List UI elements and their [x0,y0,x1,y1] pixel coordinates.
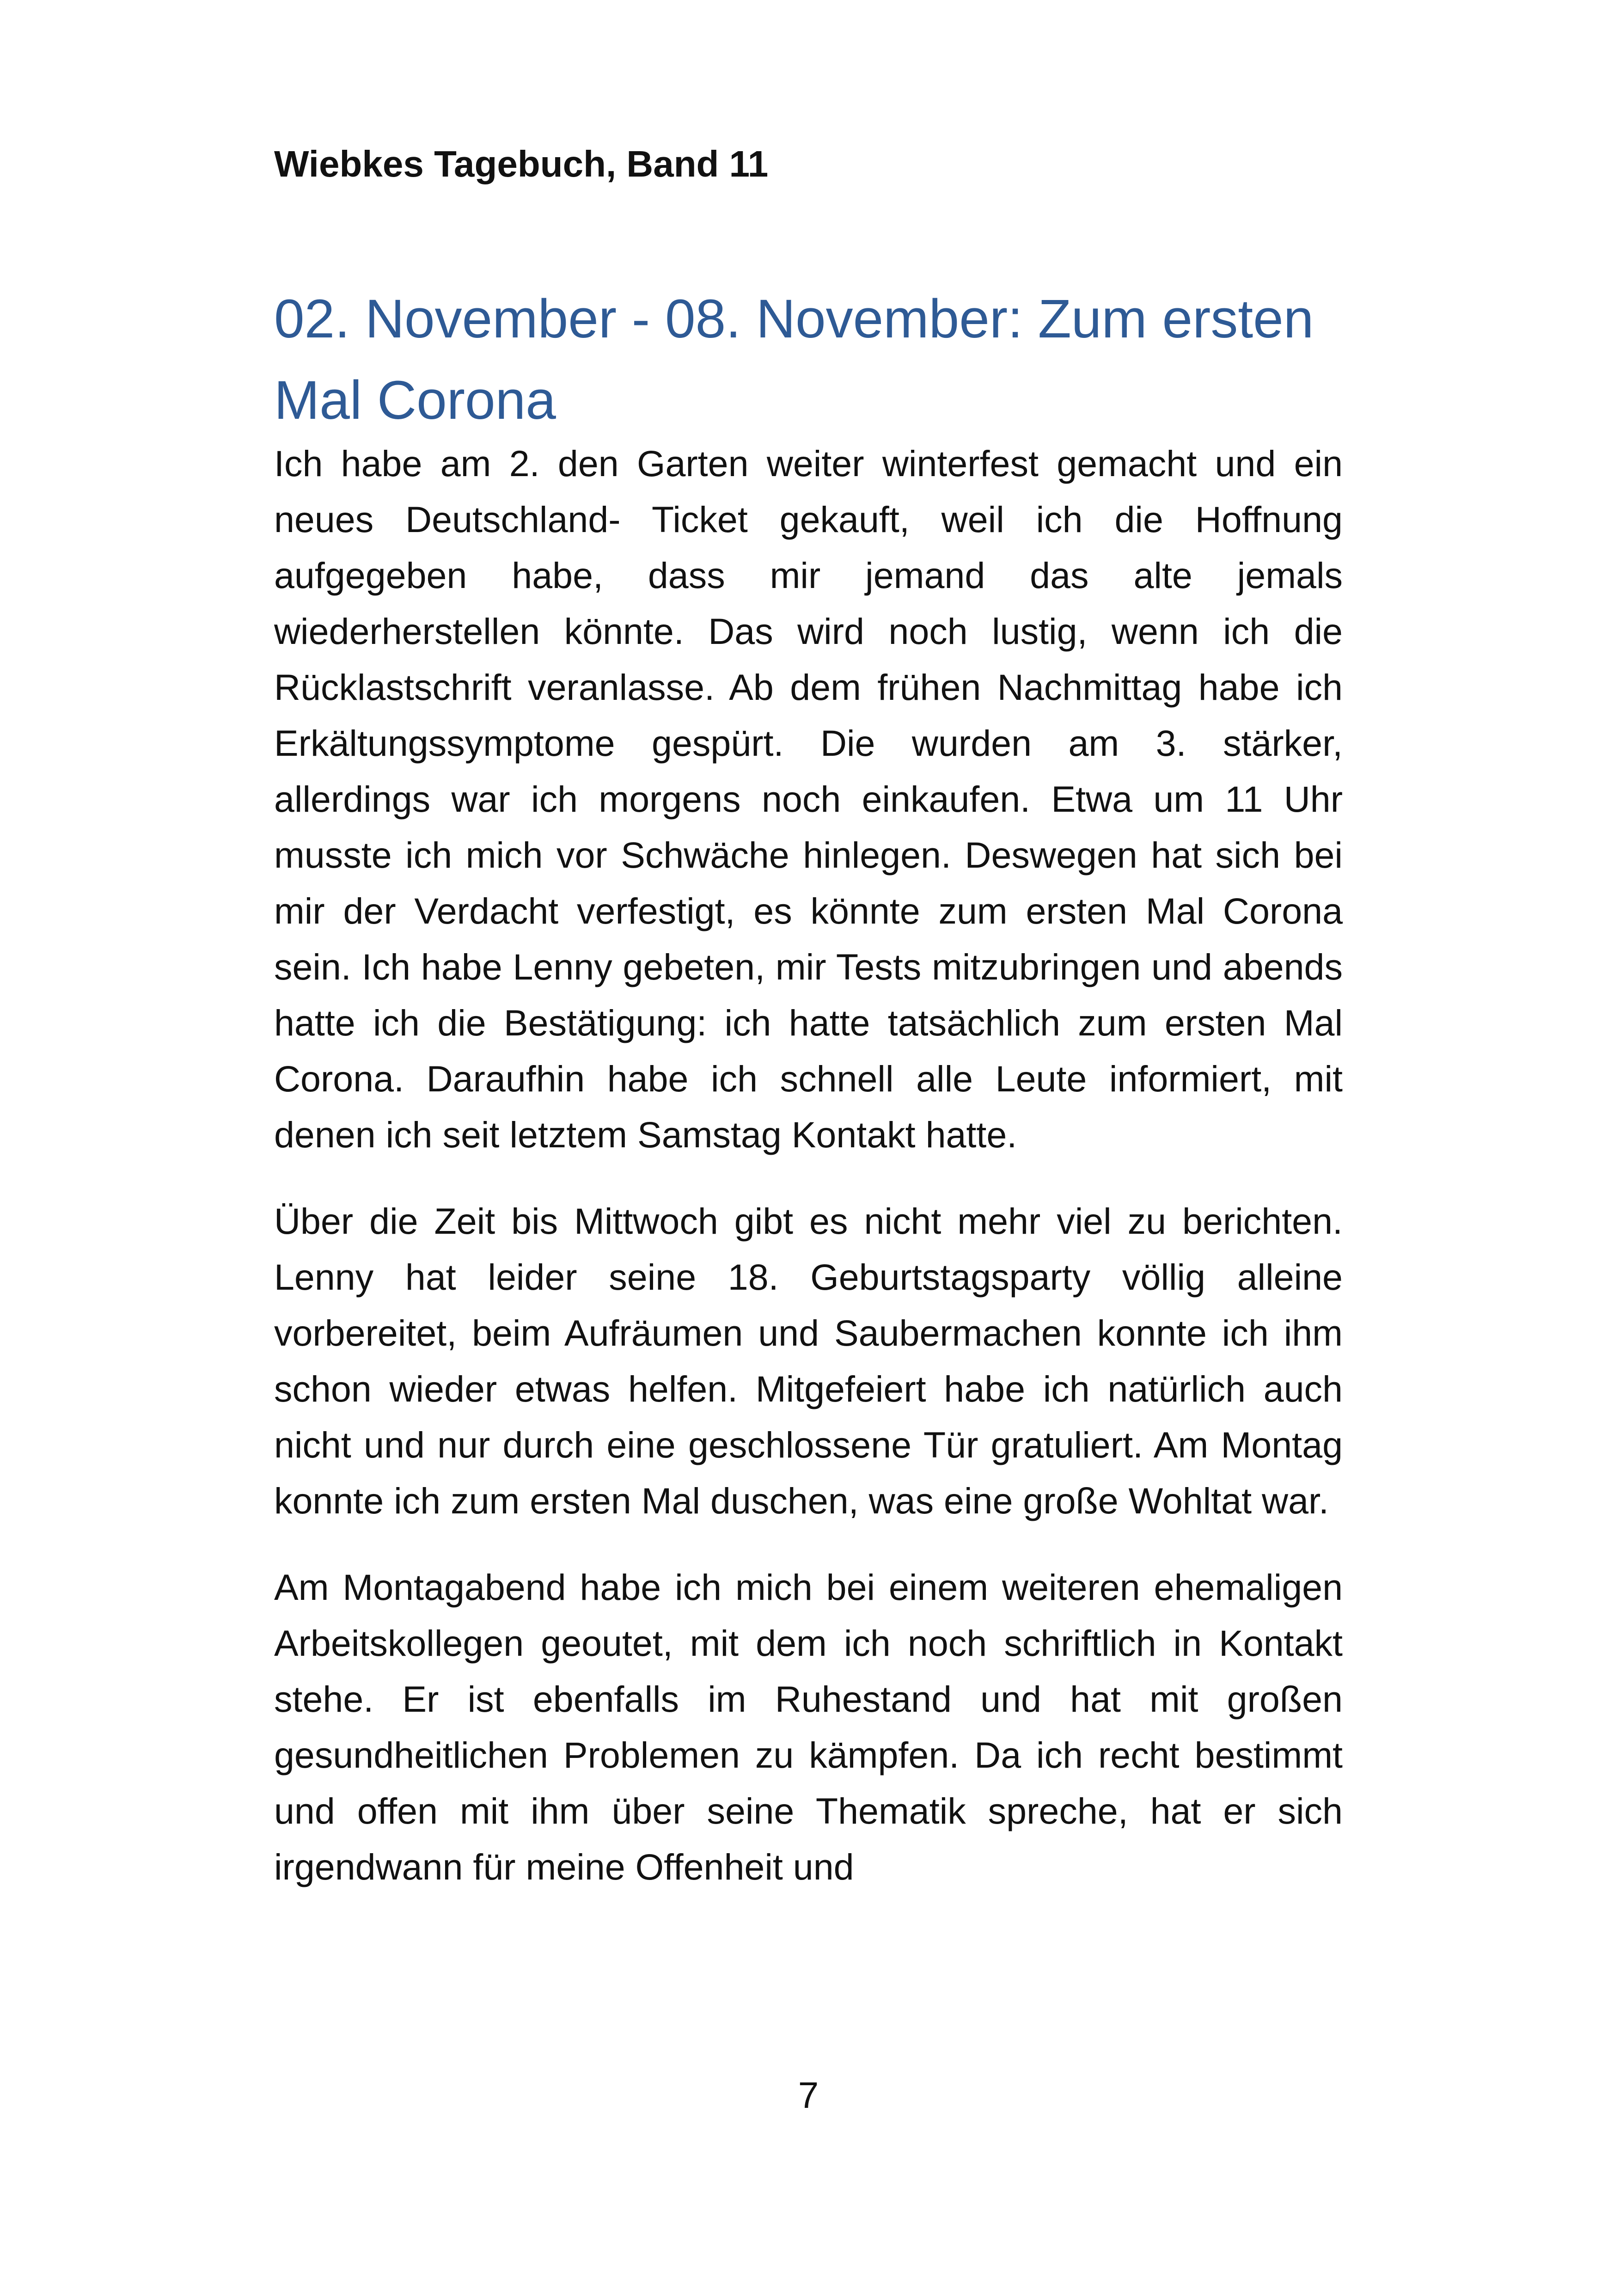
paragraph: Über die Zeit bis Mittwoch gibt es nicht mehr viel zu berichten. Lenny hat leider seine 18. Geburtstagsparty völlig alleine vorbereitet, beim Aufräumen und Saubermachen konnte ich ihm schon wieder etwas helfen. Mitgefeiert habe ich natürlich auch nicht und nur durch eine geschlossene Tür gratuliert. Am Montag konnte ich zum ersten Mal duschen, was eine große Wohltat war. [274,1200,1343,1521]
paragraph: Ich habe am 2. den Garten weiter winterfest gemacht und ein neues Deutschland- Ticket gekauft, weil ich die Hoffnung aufgegeben habe, dass mir jemand das alte jemals wiederherstellen könnte. Das wird noch lustig, wenn ich die Rücklastschrift veranlasse. Ab dem frühen Nachmittag habe ich Erkältungssymptome gespürt. Die wurden am 3. stärker, allerdings war ich morgens noch einkaufen. Etwa um 11 Uhr musste ich mich vor Schwäche hinlegen. Deswegen hat sich bei mir der Verdacht verfestigt, es könnte zum ersten Mal Corona sein. Ich habe Lenny gebeten, mir Tests mitzubringen und abends hatte ich die Bestätigung: ich hatte tatsächlich zum ersten Mal Corona. Daraufhin habe ich schnell alle Leute informiert, mit denen ich seit letztem Samstag Kontakt hatte. [274,443,1343,1155]
chapter-title: 02. November - 08. November: Zum ersten Mal Corona [274,288,1314,431]
paragraph: Am Montagabend habe ich mich bei einem weiteren ehemaligen Arbeitskollegen geoutet, mit dem ich noch schriftlich in Kontakt stehe. Er ist ebenfalls im Ruhestand und hat mit großen gesundheitlichen Problemen zu kämpfen. Da ich recht bestimmt und offen mit ihm über seine Thematik spreche, hat er sich irgendwann für meine Offenheit und [274,1567,1343,1887]
running-header: Wiebkes Tagebuch, Band 11 [274,143,769,184]
document-page [274,0,1343,2296]
body-text [274,435,1343,1925]
page-number: 7 [798,2075,819,2116]
